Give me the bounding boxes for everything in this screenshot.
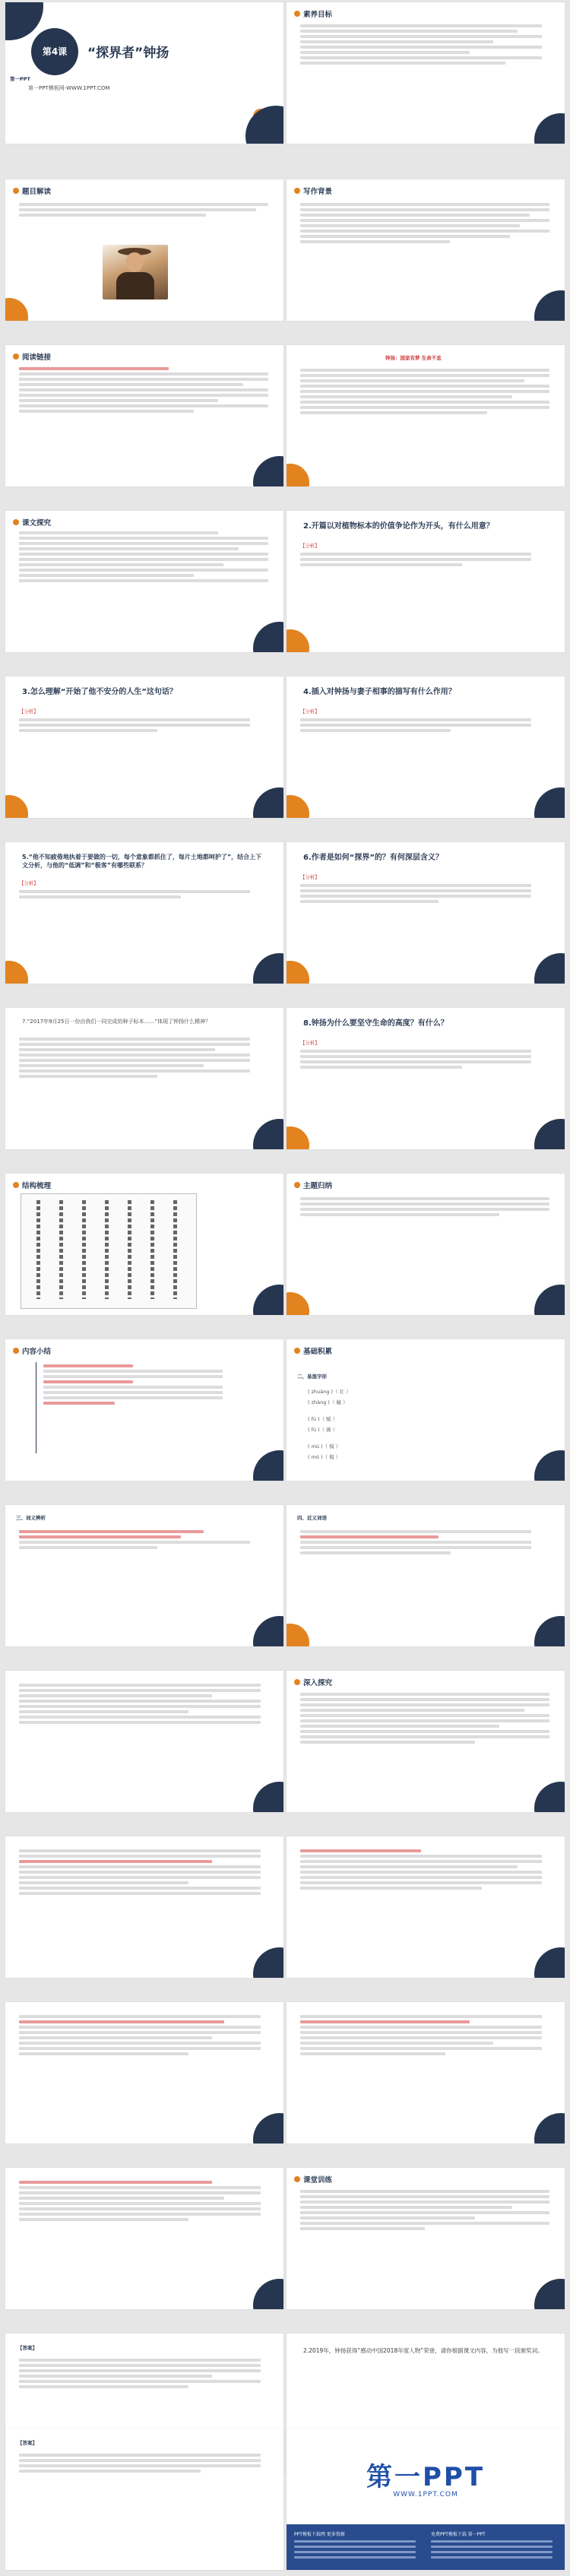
bullet-icon [13,188,19,194]
background-text [300,201,549,246]
decor-circle [534,2113,565,2143]
decor-circle [287,1292,309,1315]
section-title: 结构梳理 [22,1182,52,1190]
answer-label: 【答案】 [17,2345,37,2351]
section-header [13,517,51,528]
answer-text [19,2356,261,2391]
lesson-label: 第4课 [31,28,78,75]
analysis-label: 【分析】 [19,708,39,714]
slide-content-summary [5,1339,283,1481]
word2-text [300,1528,531,1557]
slide-q4 [287,676,565,818]
section-header [294,1345,332,1356]
explain-text [19,201,268,219]
section-header [13,185,51,196]
slide-text-11a [5,1671,283,1812]
decor-circle [287,464,309,486]
brand-logo: 第一PPT [366,2462,486,2492]
decor-circle [287,961,309,984]
decor-circle [534,1285,565,1315]
question-text: 2.开篇以对植物标本的价值争论作为开头，有什么用意？ [303,522,494,531]
question-text: 5.“他不知疲倦地执着于要做的一切，每个意象都抓住了，每片土地都呵护了”，结合上下文分析，与他的“低调”和“极客”有哪些联系？ [22,854,262,870]
phonetic-6: ( mó )（ 模 ） [308,1454,341,1460]
phonetic-5: ( mú )（ 模 ） [308,1443,341,1450]
word-title-2: 四、近义词语 [297,1515,327,1521]
section-header [294,2174,332,2185]
slide-practice [287,2168,565,2309]
question-text: 6.作者是如何“探界”的？有何深层含义？ [303,854,443,862]
section-title: 题目解读 [22,188,52,196]
section-title: 素养目标 [303,11,333,19]
question-text: 3.怎么理解“开始了他不安分的人生”这句话？ [22,688,177,696]
slide-text-12a [5,1836,283,1978]
bullet-icon [294,1679,300,1685]
goals-text [300,22,542,67]
slide-back-cover [287,2429,565,2570]
decor-circle [253,2279,283,2309]
footer-col-left [294,2530,416,2564]
decor-circle [534,113,565,144]
section-header [294,185,332,196]
bullet-icon [294,11,300,17]
analysis-label: 【分析】 [300,543,320,549]
text-block [19,2013,261,2058]
slide-basic [287,1339,565,1481]
brand-url: WWW.1PPT.COM [393,2491,458,2498]
decor-circle [5,795,28,818]
slide-deep [287,1671,565,1812]
decor-circle [253,953,283,984]
decor-circle [253,1947,283,1978]
question-text: 8.钟扬为什么要坚守生命的高度？有什么？ [303,1019,448,1028]
slide-q5 [5,842,283,984]
decor-circle [253,622,283,652]
slide-text-14a [5,2168,283,2309]
section-title: 课堂训练 [303,2176,333,2185]
bullet-icon [13,1182,19,1188]
zhong-yang-portrait [103,245,168,299]
slide-poem [5,1174,283,1315]
analysis-label: 【分析】 [300,708,320,714]
slide-q6 [287,842,565,984]
slide-background [287,179,565,321]
bullet-icon [294,2176,300,2182]
footer-band [287,2524,565,2570]
footer-col-title: 免费PPT模板下载 第一PPT [431,2532,486,2537]
section-header [294,1677,332,1687]
decor-circle [253,1285,283,1315]
deep-text [300,1690,549,1746]
analysis-label: 【分析】 [300,1040,320,1046]
decor-circle [534,2279,565,2309]
answer-text [19,880,250,901]
decor-circle [253,2113,283,2143]
poem-card [21,1193,197,1309]
decor-circle [534,953,565,984]
phonetic-1: ( zhuàng )（ 壮 ） [308,1389,351,1395]
bullet-icon [13,353,19,360]
section-header [13,1345,51,1356]
slide-q3 [5,676,283,818]
decor-circle [534,1119,565,1149]
cover-site: 第一PPT模板网-WWW.1PPT.COM [28,85,110,91]
section-title: 主题归纳 [303,1182,333,1190]
slide-sidebar-poem [287,345,565,486]
cover-top-tag: 第一PPT [10,76,30,82]
slide-text-13a [5,2002,283,2143]
word-title: 三、词义辨析 [16,1515,46,1521]
decor-circle [287,795,309,818]
slide-cover [5,2,283,144]
text-block [19,1847,261,1897]
answer-text [300,1040,531,1071]
footer-col-title: PPT模板下载网 更多资源 [294,2532,345,2537]
slide-text-explore [5,511,283,652]
sidebar-title: 钟扬：国家有梦 生命不息 [385,355,442,361]
slide-answer-b [5,2429,283,2570]
fill-title: 二、易混字形 [297,1374,327,1380]
bullet-icon [294,1182,300,1188]
slide-word2 [287,1505,565,1646]
decor-circle [253,1616,283,1646]
section-header [294,1180,332,1190]
phonetic-2: ( zhàng )（ 幢 ） [308,1399,348,1405]
slide-reading-link [5,345,283,486]
slide-text-12b [287,1836,565,1978]
decor-circle [534,1947,565,1978]
decor-circle [245,106,283,144]
explore-text [19,529,268,585]
slide-theme [287,1174,565,1315]
slide-q7 [5,1008,283,1149]
bullet-icon [13,1348,19,1354]
answer-text [300,874,531,905]
slide-title-explain [5,179,283,321]
text-block [19,1681,261,1726]
decor-circle [287,1624,309,1646]
question-text: 7.“2017年9月25日一份由我们一同完成的种子标本……”体现了钟扬什么精神？ [22,1019,211,1025]
section-header [13,1180,51,1190]
slide-word [5,1505,283,1646]
practice-text [300,2188,549,2232]
bullet-icon [294,1348,300,1354]
slide-text-13b [287,2002,565,2143]
section-title: 基础积累 [303,1348,333,1356]
decor-circle [253,1119,283,1149]
analysis-label: 【分析】 [19,880,39,886]
decor-circle [253,1782,283,1812]
section-header [13,351,51,362]
bullet-icon [13,519,19,525]
slide-q2 [287,511,565,652]
answer-text [300,708,531,734]
decor-circle [534,1616,565,1646]
decor-circle [253,787,283,818]
answer-text [19,1035,250,1080]
answer-text [19,2451,261,2475]
question-text: 4.插入对钟扬与妻子相事的描写有什么作用？ [303,688,456,696]
decor-circle [534,1450,565,1481]
text-block [300,1847,542,1892]
slide-q8 [287,1008,565,1149]
section-title: 课文探究 [22,519,52,528]
cover-title: “探界者”钟扬 [87,46,169,61]
slide-goals [287,2,565,144]
decor-circle [5,961,28,984]
decor-circle [253,456,283,486]
text-block [300,2013,542,2058]
analysis-label: 【分析】 [300,874,320,880]
decor-circle [5,298,28,321]
phonetic-3: ( fù )（ 赋 ） [308,1416,338,1422]
decor-circle [534,290,565,321]
footer-col-right [431,2530,553,2564]
decor-circle [253,1450,283,1481]
section-title: 内容小结 [22,1348,52,1356]
bullet-icon [294,188,300,194]
decor-circle [534,1782,565,1812]
theme-text [300,1195,549,1218]
section-title: 阅读链接 [22,353,52,362]
section-title: 深入探究 [303,1679,333,1687]
sidebar-text [300,366,549,417]
section-title: 写作背景 [303,188,333,196]
question-text: 2.2019年，钟扬获得“感动中国2018年度人物”荣誉，请你根据课文内容，为他写一段颁奖词。 [303,2347,543,2354]
section-header [294,8,332,19]
text-block [19,2178,261,2223]
word-text [19,1528,250,1551]
decor-circle [534,787,565,818]
decor-circle [287,629,309,652]
answer-label: 【答案】 [17,2440,37,2446]
decor-circle [287,1126,309,1149]
summary-items [43,1362,223,1407]
reading-text [19,365,268,415]
phonetic-4: ( fú )（ 拂 ） [308,1427,338,1433]
answer-text [300,543,531,569]
answer-text [19,708,250,734]
